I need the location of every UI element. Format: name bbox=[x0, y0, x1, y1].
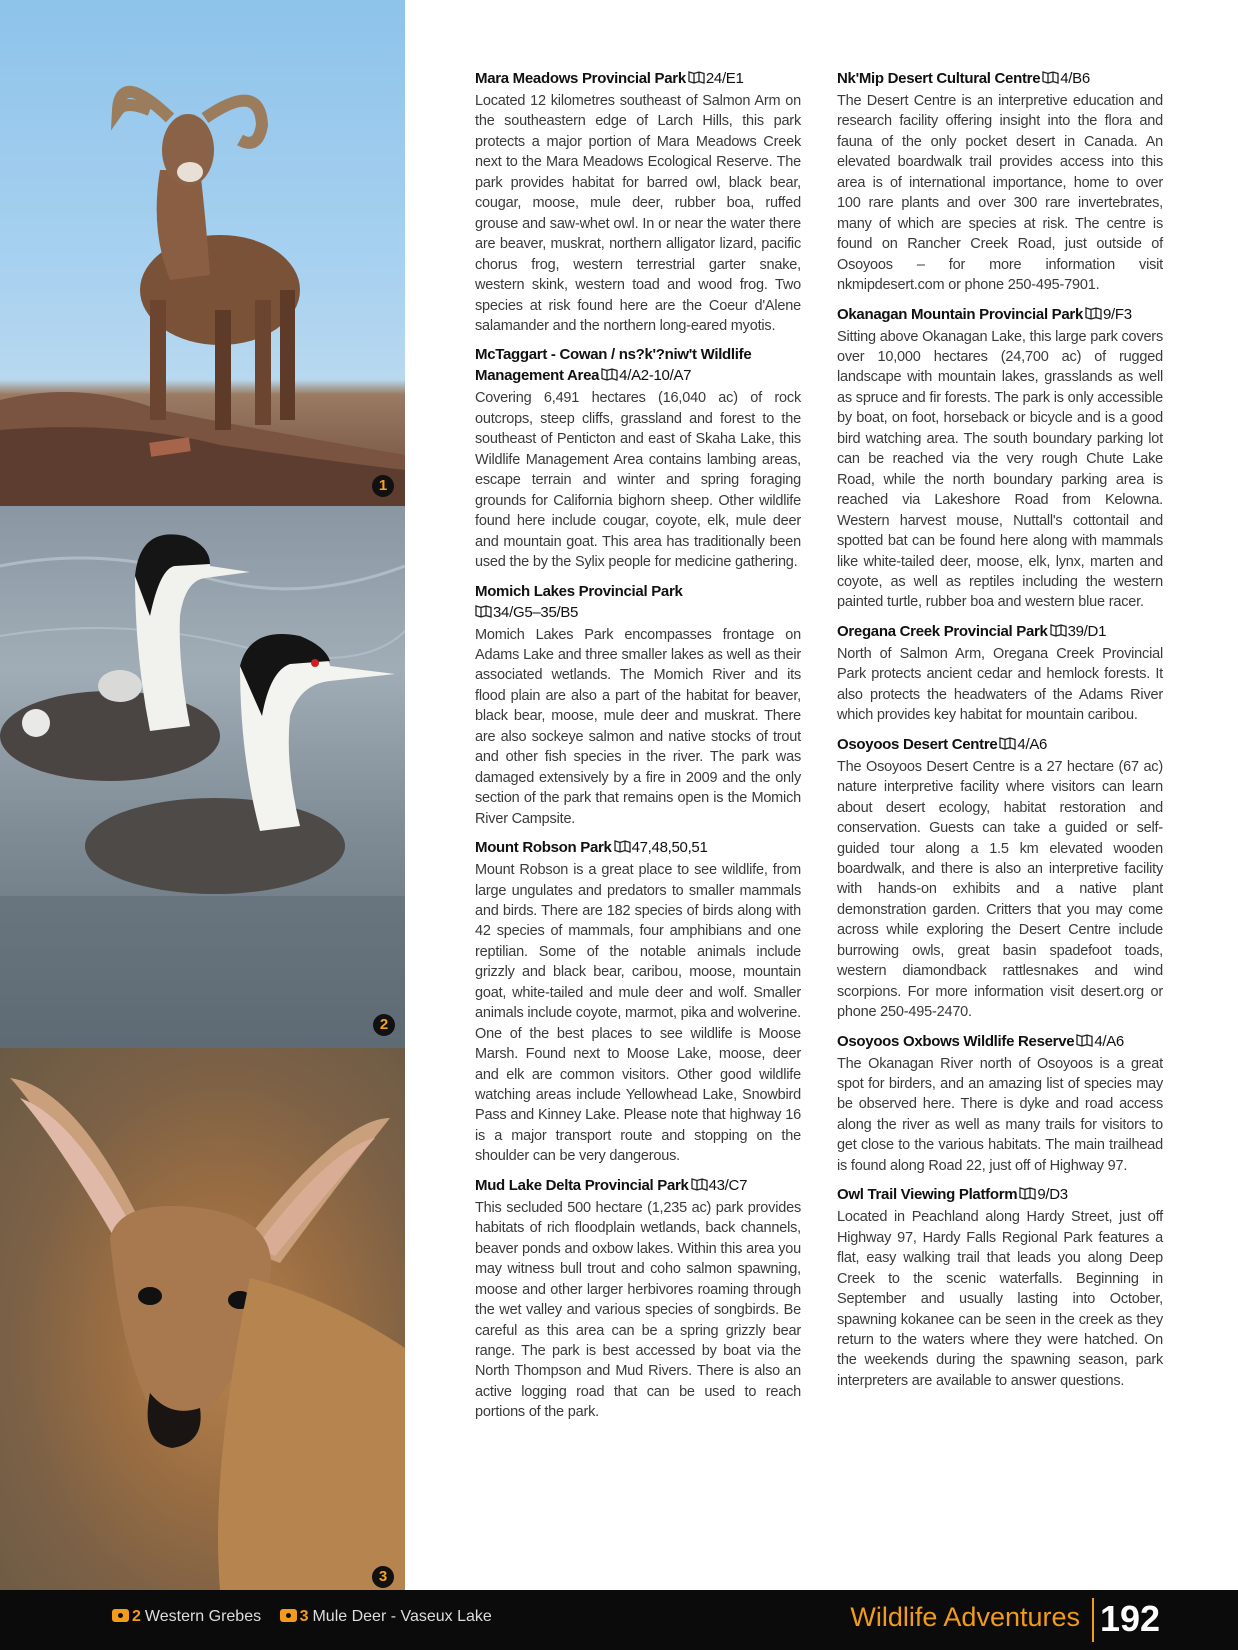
map-book-icon bbox=[1085, 307, 1102, 320]
park-heading bbox=[475, 837, 801, 858]
park-entry bbox=[475, 68, 801, 336]
section-title: Wildlife Adventures bbox=[850, 1602, 1080, 1632]
map-reference: 24/E1 bbox=[705, 70, 744, 87]
map-reference: 9/D3 bbox=[1037, 1186, 1068, 1204]
park-entry bbox=[475, 344, 801, 572]
park-entry bbox=[475, 1175, 801, 1423]
map-reference: 4/A6 bbox=[1017, 735, 1048, 753]
map-book-icon bbox=[1042, 71, 1059, 84]
park-description: Covering 6,491 hectares (16,040 ac) of rock outcrops, steep cliffs, grassland and forest to the southeast of Penticton and east of Skaha Lake, this Wildlife Management Area contains lambing areas, escape terrain and winter and spring foraging grounds for California bighorn sheep. Other wildlife found here include cougar, coyote, elk, mule deer and mountain goat. This area has traditionally been used the by the Sylix people for medicine gathering. bbox=[475, 390, 801, 571]
map-reference: 39/D1 bbox=[1067, 622, 1107, 640]
park-heading bbox=[475, 68, 801, 89]
park-name: McTaggart - Cowan / ns?k'?niw't Wildlife Management Area bbox=[475, 346, 752, 385]
mule-deer-illustration bbox=[0, 1048, 405, 1590]
photo-captions bbox=[112, 1608, 506, 1626]
map-reference: 43/C7 bbox=[708, 1176, 748, 1194]
park-name: Mara Meadows Provincial Park bbox=[475, 70, 686, 87]
western-grebes-illustration bbox=[0, 506, 405, 1048]
park-entry bbox=[837, 734, 1163, 1023]
park-description: North of Salmon Arm, Oregana Creek Provincial Park protects ancient cedar and hemlock forests. It also protects the headwaters of the Adams River which provides key habitat for mountain caribou. bbox=[837, 645, 1163, 724]
map-book-icon bbox=[1076, 1034, 1093, 1047]
park-entry bbox=[837, 68, 1163, 296]
park-heading bbox=[837, 1031, 1163, 1052]
map-book-icon bbox=[601, 368, 618, 381]
park-name: Mount Robson Park bbox=[475, 839, 612, 857]
map-book-icon bbox=[691, 1178, 708, 1191]
park-entry bbox=[837, 1184, 1163, 1391]
park-description: Mount Robson is a great place to see wildlife, from large ungulates and predators to smaller mammals and birds. There are 182 species of birds along with 42 species of mammals, four amphibians and one reptilian. Some of the notable animals include grizzly and black bear, caribou, moose, mountain goat, white-tailed and mule deer and wolf. Smaller animals include coyote, marmot, pika and wolverine. One of the best places to see wildlife is Moose Marsh. Found next to Moose Lake, moose, deer and elk are common visitors. Other good wildlife watching areas include Yellowhead Lake, Snowbird Pass and Kinney Lake. Please note that highway 16 is a major transport route and stopping on the shoulder can be very dangerous. bbox=[475, 862, 801, 1165]
map-reference: 4/A6 bbox=[1094, 1032, 1124, 1050]
map-book-icon bbox=[614, 840, 631, 853]
park-entry bbox=[837, 304, 1163, 613]
park-heading bbox=[475, 344, 801, 386]
camera-icon bbox=[280, 1609, 297, 1622]
park-name: Momich Lakes Provincial Park bbox=[475, 582, 683, 600]
park-name: Mud Lake Delta Provincial Park bbox=[475, 1176, 689, 1194]
map-reference: 4/A2-10/A7 bbox=[619, 367, 692, 385]
park-entry bbox=[837, 621, 1163, 726]
park-heading bbox=[837, 1184, 1163, 1205]
caption-text: Mule Deer - Vaseux Lake bbox=[312, 1608, 492, 1625]
park-name: Oregana Creek Provincial Park bbox=[837, 622, 1048, 640]
park-name: Nk'Mip Desert Cultural Centre bbox=[837, 70, 1041, 87]
park-description: Sitting above Okanagan Lake, this large park covers over 10,000 hectares (24,700 ac) of rugged landscape with mountain lakes, grasslands as well as spruce and fir forests. The park is only accessible by boat, on foot, horseback or bicycle and is a good bird watching area. The south boundary parking lot can be reached via the very rough Chute Lake Road, while the north boundary parking area is reached via Lakeshore Road from Kelowna. Western harvest mouse, Nuttall's cottontail and spotted bat can be found here along with mammals like white-tailed deer, moose, elk, lynx, marten and coyote, as well as reptiles including the western painted turtle, rubber boa and western blue racer. bbox=[837, 328, 1163, 611]
park-heading bbox=[837, 68, 1163, 89]
map-reference: 4/B6 bbox=[1060, 70, 1090, 87]
park-description: Located 12 kilometres southeast of Salmon Arm on the southeastern edge of Larch Hills, this park protects a major portion of Mara Meadows Creek next to the Mara Meadows Ecological Reserve. The park provides habitat for barred owl, black bear, cougar, moose, mule deer, rubber boa, ruffed grouse and saw-whet owl. In or near the water there are beaver, muskrat, northern alligator lizard, pacific chorus frog, western terrestrial garter snake, western skink, western toad and wood frog. Two species at risk found here are the Coeur d'Alene salamander and the northern long-eared myotis. bbox=[475, 93, 801, 334]
photo-mule-deer bbox=[0, 1048, 405, 1590]
map-book-icon bbox=[1050, 624, 1067, 637]
park-heading bbox=[475, 1175, 801, 1196]
photo-bighorn-sheep bbox=[0, 0, 405, 506]
map-book-icon bbox=[999, 737, 1016, 750]
park-name: Okanagan Mountain Provincial Park bbox=[837, 305, 1084, 323]
park-entry bbox=[475, 581, 801, 830]
park-description: The Desert Centre is an interpretive education and research facility offering insight into the flora and fauna of the only pocket desert in Canada. An elevated boardwalk trail provides access into this area is of international importance, home to over 100 rare plants and over 300 rare invertebrates, many of which are species at risk. The centre is found on Rancher Creek Road, just outside of Osoyoos – for more information visit nkmipdesert.com or phone 250-495-7901. bbox=[837, 93, 1163, 294]
text-column-left bbox=[475, 68, 801, 1431]
page-footer bbox=[0, 1590, 1238, 1650]
bighorn-sheep-illustration bbox=[0, 0, 405, 506]
map-book-icon bbox=[475, 605, 492, 618]
park-description: The Okanagan River north of Osoyoos is a great spot for birders, and an amazing list of species may be observed here. There is dyke and road access along the river as well as many trails for visitors to get close to the various habitats. The main trailhead is found along Road 22, just off of Highway 97. bbox=[837, 1055, 1163, 1174]
park-heading bbox=[837, 734, 1163, 755]
park-entry bbox=[475, 837, 801, 1167]
park-heading bbox=[475, 581, 801, 623]
photo-number-badge: 3 bbox=[372, 1566, 394, 1588]
photo-caption bbox=[112, 1608, 261, 1625]
map-book-icon bbox=[1019, 1187, 1036, 1200]
map-reference: 34/G5–35/B5 bbox=[493, 603, 579, 621]
park-description: The Osoyoos Desert Centre is a 27 hectare (67 ac) nature interpretive facility where visitors can learn about desert ecology, habitat restoration and conservation. Guests can take a guided or self-guided tour along a 1.5 km elevated wooden boardwalk, and there is also an interpretive facility with hands-on exhibits and a native plant demonstration garden. Critters that you may come across while exploring the Desert Centre include burrowing owls, great basin spadefoot toads, western diamondback rattlesnakes and wind scorpions. For more information visit desert.org or phone 250-495-2470. bbox=[837, 758, 1163, 1021]
park-description: Momich Lakes Park encompasses frontage on Adams Lake and three smaller lakes as well as their associated wetlands. The Momich River and its flood plain are also a part of the habitat for beaver, black bear, moose, mule deer and muskrat. There are also sockeye salmon and native stocks of trout and other fish species in the river. The park was damaged extensively by a fire in 2009 and the only section of the park that remains open is the Momich River Campsite. bbox=[475, 626, 801, 827]
text-column-right bbox=[837, 68, 1163, 1399]
caption-text: Western Grebes bbox=[144, 1608, 262, 1625]
park-heading bbox=[837, 304, 1163, 325]
map-reference: 9/F3 bbox=[1103, 305, 1132, 323]
park-description: This secluded 500 hectare (1,235 ac) park provides habitats of rich floodplain wetlands, back channels, beaver ponds and oxbow lakes. Within this area you may witness bull trout and coho salmon spawning, moose and other larger herbivores roaming through the wet valley and various species of songbirds. Be careful as this area can be a spring grizzly bear range. The park is best accessed by boat via the North Thompson and Mud Rivers. There is also an active logging road that can be used to reach portions of the park. bbox=[475, 1199, 801, 1421]
park-name: Owl Trail Viewing Platform bbox=[837, 1186, 1018, 1204]
footer-divider bbox=[1092, 1598, 1094, 1642]
map-reference: 47,48,50,51 bbox=[631, 839, 708, 857]
park-name: Osoyoos Desert Centre bbox=[837, 735, 998, 753]
page-number: 192 bbox=[1100, 1598, 1161, 1639]
caption-number: 3 bbox=[299, 1608, 309, 1625]
park-name: Osoyoos Oxbows Wildlife Reserve bbox=[837, 1032, 1075, 1050]
camera-icon bbox=[112, 1609, 129, 1622]
photo-caption bbox=[280, 1608, 492, 1625]
park-heading bbox=[837, 621, 1163, 642]
photo-western-grebes bbox=[0, 506, 405, 1048]
photo-number-badge: 2 bbox=[373, 1014, 395, 1036]
photo-number-badge: 1 bbox=[372, 475, 394, 497]
photo-column bbox=[0, 0, 405, 1590]
map-book-icon bbox=[688, 71, 705, 84]
park-description: Located in Peachland along Hardy Street, just off Highway 97, Hardy Falls Regional Park features a flat, easy walking trail that leads you along Deep Creek to the scenic waterfalls. Beginning in September and usually lasting into October, spawning kokanee can be seen in the creek as they return to the waters where they were hatched. On the weekends during the spawning season, park interpreters are available to answer questions. bbox=[837, 1209, 1163, 1389]
caption-number: 2 bbox=[132, 1608, 141, 1625]
park-entry bbox=[837, 1031, 1163, 1177]
